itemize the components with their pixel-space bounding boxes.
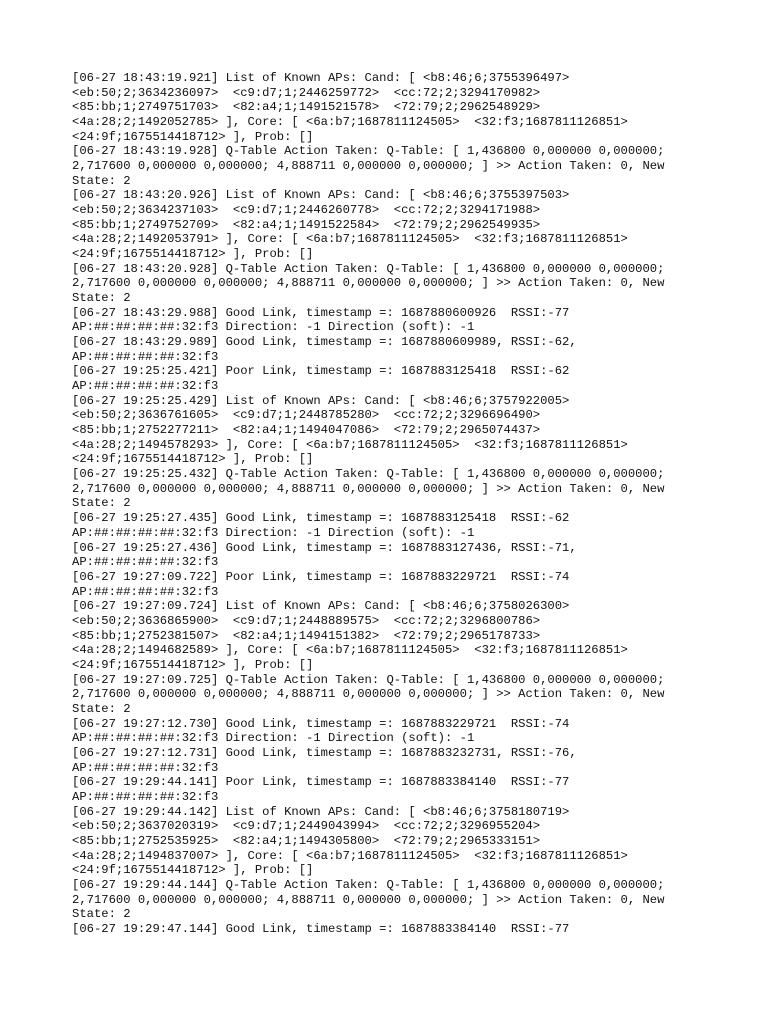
log-line: <24:9f;1675514418712> ], Prob: [] — [72, 863, 314, 878]
log-line: [06-27 19:29:44.144] Q-Table Action Taken: Q-Table: [ 1,436800 0,000000 0,000000; — [72, 877, 665, 892]
log-line: [06-27 18:43:20.928] Q-Table Action Taken: Q-Table: [ 1,436800 0,000000 0,000000; — [72, 261, 665, 276]
log-line: [06-27 19:25:25.421] Poor Link, timestamp =: 1687883125418 RSSI:-62 — [72, 364, 570, 379]
log-line: [06-27 19:27:09.725] Q-Table Action Taken: Q-Table: [ 1,436800 0,000000 0,000000; — [72, 672, 665, 687]
log-line: State: 2 — [72, 701, 131, 716]
log-line: AP:##:##:##:##:32:f3 — [72, 584, 219, 599]
log-line: AP:##:##:##:##:32:f3 Direction: -1 Direction (soft): -1 — [72, 731, 475, 746]
log-line: <4a:28;2;1494682589> ], Core: [ <6a:b7;1687811124505> <32:f3;1687811126851> — [72, 643, 628, 658]
log-line: [06-27 18:43:19.928] Q-Table Action Taken: Q-Table: [ 1,436800 0,000000 0,000000; — [72, 144, 665, 159]
log-line: State: 2 — [72, 291, 131, 306]
log-line: <85:bb;1;2749751703> <82:a4;1;1491521578> <72:79;2;2962548929> — [72, 100, 541, 115]
log-line: <eb:50;2;3636865900> <c9:d7;1;2448889575> <cc:72;2;3296800786> — [72, 613, 541, 628]
log-line: [06-27 19:27:12.730] Good Link, timestamp =: 1687883229721 RSSI:-74 — [72, 716, 570, 731]
log-text-block — [72, 71, 664, 937]
log-line: [06-27 18:43:19.921] List of Known APs: Cand: [ <b8:46;6;3755396497> — [72, 71, 570, 85]
log-line: <eb:50;2;3634236097> <c9:d7;1;2446259772> <cc:72;2;3294170982> — [72, 85, 541, 100]
log-line: 2,717600 0,000000 0,000000; 4,888711 0,000000 0,000000; ] >> Action Taken: 0, New — [72, 159, 665, 174]
log-line: [06-27 19:25:25.429] List of Known APs: Cand: [ <b8:46;6;3757922005> — [72, 393, 570, 408]
log-line: AP:##:##:##:##:32:f3 — [72, 760, 219, 775]
log-line: [06-27 19:25:25.432] Q-Table Action Taken: Q-Table: [ 1,436800 0,000000 0,000000; — [72, 467, 665, 482]
log-line: <85:bb;1;2749752709> <82:a4;1;1491522584> <72:79;2;2962549935> — [72, 217, 541, 232]
log-line: AP:##:##:##:##:32:f3 Direction: -1 Direction (soft): -1 — [72, 525, 475, 540]
log-line: <24:9f;1675514418712> ], Prob: [] — [72, 247, 314, 262]
log-line: [06-27 19:27:12.731] Good Link, timestamp =: 1687883232731, RSSI:-76, — [72, 745, 577, 760]
log-line: [06-27 18:43:29.988] Good Link, timestamp =: 1687880600926 RSSI:-77 — [72, 305, 570, 320]
log-line: AP:##:##:##:##:32:f3 — [72, 349, 219, 364]
log-line: <85:bb;1;2752535925> <82:a4;1;1494305800> <72:79;2;2965333151> — [72, 833, 541, 848]
log-line: [06-27 19:29:44.142] List of Known APs: Cand: [ <b8:46;6;3758180719> — [72, 804, 570, 819]
log-line: AP:##:##:##:##:32:f3 — [72, 379, 219, 394]
log-line: <4a:28;2;1494837007> ], Core: [ <6a:b7;1687811124505> <32:f3;1687811126851> — [72, 848, 628, 863]
log-line: <eb:50;2;3637020319> <c9:d7;1;2449043994> <cc:72;2;3296955204> — [72, 819, 541, 834]
log-line: 2,717600 0,000000 0,000000; 4,888711 0,000000 0,000000; ] >> Action Taken: 0, New — [72, 687, 665, 702]
log-line: <4a:28;2;1494578293> ], Core: [ <6a:b7;1687811124505> <32:f3;1687811126851> — [72, 437, 628, 452]
log-line: <4a:28;2;1492052785> ], Core: [ <6a:b7;1687811124505> <32:f3;1687811126851> — [72, 115, 628, 130]
log-line: [06-27 19:29:44.141] Poor Link, timestamp =: 1687883384140 RSSI:-77 — [72, 775, 570, 790]
log-line: <eb:50;2;3634237103> <c9:d7;1;2446260778> <cc:72;2;3294171988> — [72, 203, 541, 218]
log-line: 2,717600 0,000000 0,000000; 4,888711 0,000000 0,000000; ] >> Action Taken: 0, New — [72, 892, 665, 907]
log-line: [06-27 19:27:09.724] List of Known APs: Cand: [ <b8:46;6;3758026300> — [72, 599, 570, 614]
log-line: State: 2 — [72, 496, 131, 511]
log-line: 2,717600 0,000000 0,000000; 4,888711 0,000000 0,000000; ] >> Action Taken: 0, New — [72, 481, 665, 496]
log-line: <85:bb;1;2752277211> <82:a4;1;1494047086> <72:79;2;2965074437> — [72, 423, 541, 438]
log-line: AP:##:##:##:##:32:f3 Direction: -1 Direction (soft): -1 — [72, 320, 475, 335]
log-line: <24:9f;1675514418712> ], Prob: [] — [72, 657, 314, 672]
log-line: [06-27 19:25:27.436] Good Link, timestamp =: 1687883127436, RSSI:-71, — [72, 540, 577, 555]
log-line: [06-27 19:27:09.722] Poor Link, timestamp =: 1687883229721 RSSI:-74 — [72, 569, 570, 584]
log-line: [06-27 19:25:27.435] Good Link, timestamp =: 1687883125418 RSSI:-62 — [72, 511, 570, 526]
log-line: 2,717600 0,000000 0,000000; 4,888711 0,000000 0,000000; ] >> Action Taken: 0, New — [72, 276, 665, 291]
log-line: <24:9f;1675514418712> ], Prob: [] — [72, 452, 314, 467]
log-line: <85:bb;1;2752381507> <82:a4;1;1494151382> <72:79;2;2965178733> — [72, 628, 541, 643]
log-line: State: 2 — [72, 907, 131, 922]
log-line: <eb:50;2;3636761605> <c9:d7;1;2448785280> <cc:72;2;3296696490> — [72, 408, 541, 423]
log-line: [06-27 18:43:20.926] List of Known APs: Cand: [ <b8:46;6;3755397503> — [72, 188, 570, 203]
log-line: <24:9f;1675514418712> ], Prob: [] — [72, 129, 314, 144]
log-line: State: 2 — [72, 173, 131, 188]
log-line: [06-27 18:43:29.989] Good Link, timestamp =: 1687880609989, RSSI:-62, — [72, 335, 577, 350]
log-line: AP:##:##:##:##:32:f3 — [72, 789, 219, 804]
log-line: <4a:28;2;1492053791> ], Core: [ <6a:b7;1687811124505> <32:f3;1687811126851> — [72, 232, 628, 247]
log-line: [06-27 19:29:47.144] Good Link, timestamp =: 1687883384140 RSSI:-77 — [72, 921, 570, 936]
log-line: AP:##:##:##:##:32:f3 — [72, 555, 219, 570]
